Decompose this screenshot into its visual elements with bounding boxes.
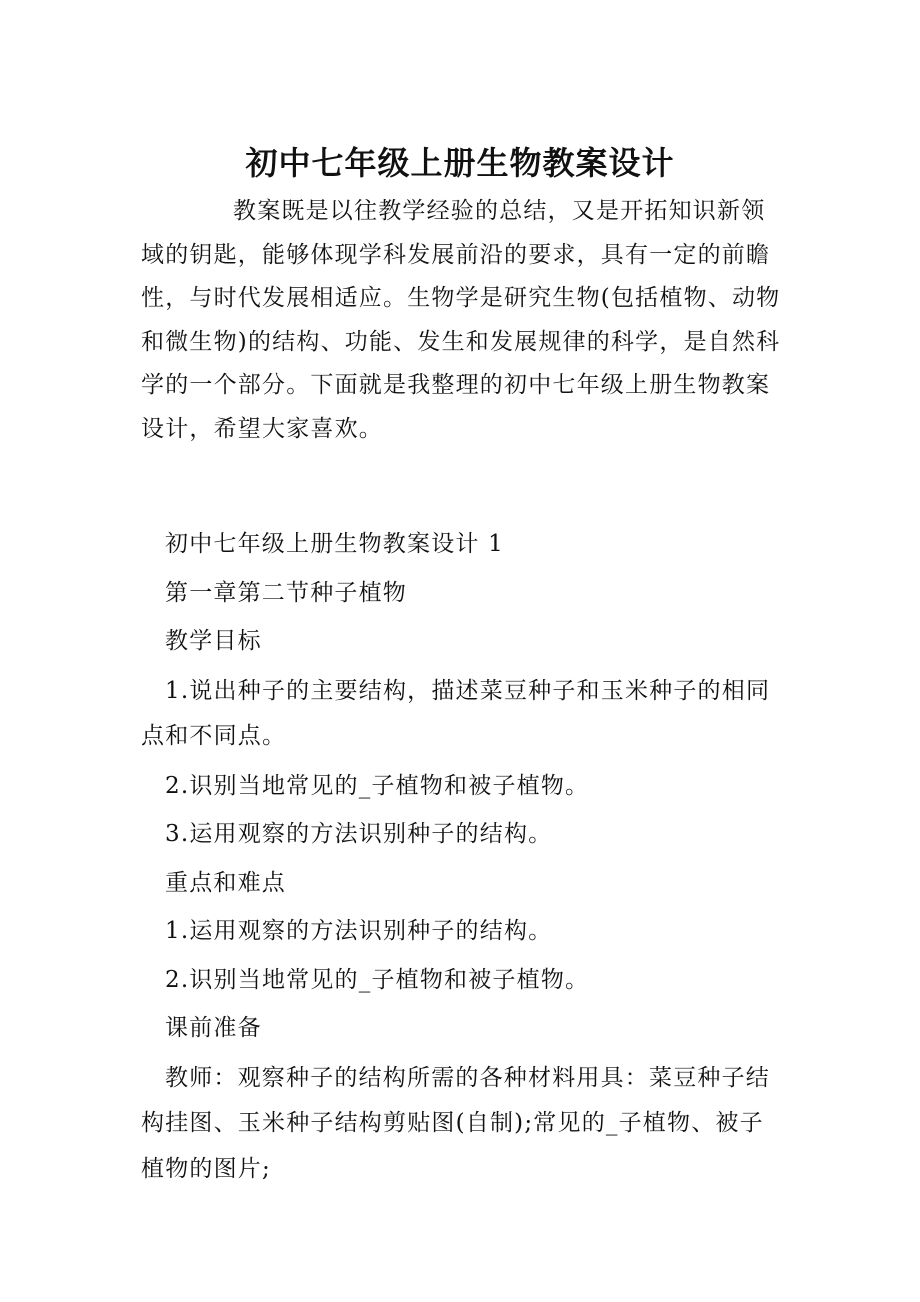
key-point-item: 1.运用观察的方法识别种子的结构。 [165, 918, 553, 944]
goal-item: 1.说出种子的主要结构，描述菜豆种子和玉米种子的相同点和不同点。 [141, 677, 771, 749]
intro-paragraph: 教案既是以往教学经验的总结，又是开拓知识新领域的钥匙，能够体现学科发展前沿的要求，具有一定的前瞻性，与时代发展相适应。生物学是研究生物(包括植物、动物和微生物)的结构、功能、发生和发展规律的科学，是自然科学的一个部分。下面就是我整理的初中七年级上册生物教案设计，希望大家喜欢。 [141, 198, 781, 442]
chapter-heading: 第一章第二节种子植物 [165, 579, 407, 606]
document-body [141, 523, 781, 1197]
key-point-item: 2.识别当地常见的_子植物和被子植物。 [165, 966, 590, 993]
goal-item: 3.运用观察的方法识别种子的结构。 [165, 821, 553, 847]
preparation-paragraph: 教师：观察种子的结构所需的各种材料用具：菜豆种子结构挂图、玉米种子结构剪贴图(自制);常见的_子植物、被子植物的图片; [141, 1064, 770, 1182]
key-points-heading: 重点和难点 [165, 869, 286, 896]
document-title: 初中七年级上册生物教案设计 [245, 144, 675, 183]
section-heading: 初中七年级上册生物教案设计 1 [165, 531, 504, 557]
preparation-heading: 课前准备 [165, 1015, 262, 1041]
teaching-goals-heading: 教学目标 [165, 628, 262, 654]
goal-item: 2.识别当地常见的_子植物和被子植物。 [165, 772, 590, 799]
